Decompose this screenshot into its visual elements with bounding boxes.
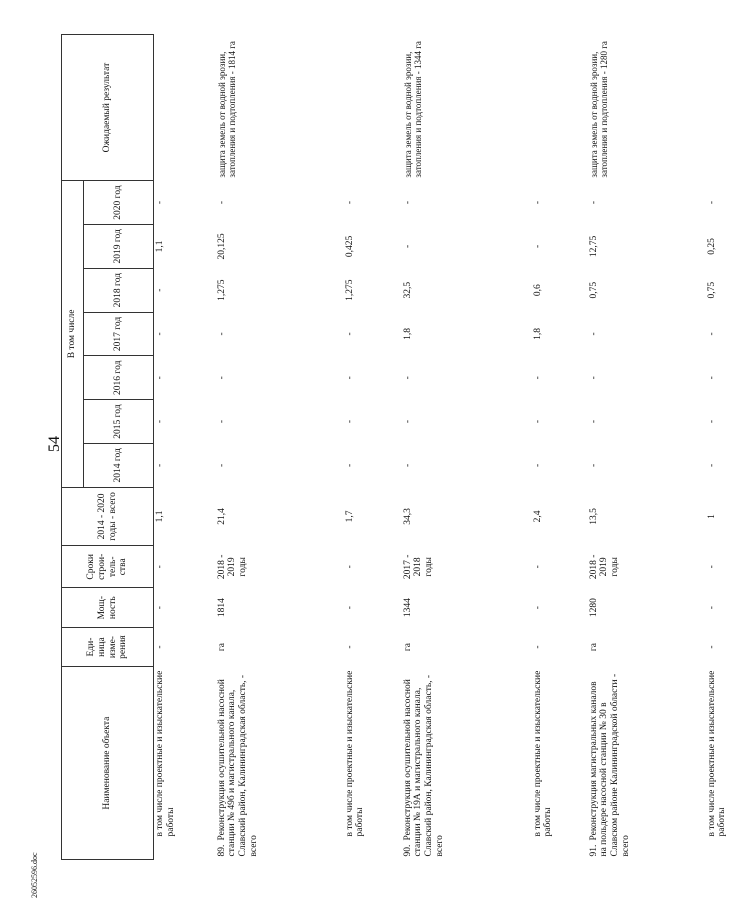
cell-term: - xyxy=(706,565,717,569)
cell-y2020: - xyxy=(532,200,543,205)
row-title: Реконструкция осушительной насосной станции № 19А и магистрального канала, Славский район, Калининградская область, - всего xyxy=(402,674,446,857)
cell-y2014: - xyxy=(344,463,355,467)
cell-y2019: 0,425 xyxy=(344,235,355,258)
cell-y2015: - xyxy=(155,419,165,424)
header-including: В том числе xyxy=(62,181,84,488)
cell-y2015: - xyxy=(532,419,543,424)
row-name xyxy=(154,667,216,860)
header-year-2019: 2019 год xyxy=(84,224,154,268)
cell-term: - xyxy=(344,565,355,569)
cell-y2020: - xyxy=(588,200,599,205)
cell-y2017: - xyxy=(588,332,599,336)
cell-result: защита земель от водной эрозии, затопления и подтопления - 1280 га xyxy=(588,41,609,178)
cell-y2020: - xyxy=(155,200,165,205)
cell-y2019: 0,25 xyxy=(706,238,717,255)
row-name xyxy=(402,667,532,860)
cell-y2018: 0,75 xyxy=(588,281,599,299)
cell-unit: га xyxy=(588,643,599,652)
cell-y2015: - xyxy=(344,419,355,424)
cell-total: 1 xyxy=(706,514,717,519)
row-number: 90. xyxy=(402,844,413,857)
cell-y2015: - xyxy=(216,419,227,424)
cell-capacity: 1814 xyxy=(216,598,227,618)
cell-y2018: - xyxy=(155,288,165,292)
cell-y2019: - xyxy=(402,244,413,248)
row-title: Реконструкция осушительной насосной станции № 49б и магистрального канала, Славский район, Калининградская область, - всего xyxy=(216,674,260,857)
cell-total: 2,4 xyxy=(532,510,543,523)
cell-unit: га xyxy=(402,643,413,652)
cell-unit: - xyxy=(706,645,717,649)
cell-y2018: 0,75 xyxy=(706,281,717,299)
row-name xyxy=(344,667,402,860)
table-row xyxy=(154,35,216,860)
cell-total: 21,4 xyxy=(216,508,227,525)
cell-result: защита земель от водной эрозии, затопления и подтопления - 1344 га xyxy=(402,41,423,178)
cell-y2017: - xyxy=(216,332,227,336)
cell-capacity: 1280 xyxy=(588,598,599,618)
cell-capacity: - xyxy=(344,606,355,610)
cell-y2019: 1,1 xyxy=(155,240,165,253)
table-row xyxy=(344,35,402,860)
header-capacity: Мощ-ность xyxy=(62,588,154,627)
row-title: в том числе проектные и изыскательские работы xyxy=(344,670,366,837)
cell-y2019: 12,75 xyxy=(588,235,599,258)
cell-y2014: - xyxy=(402,463,413,467)
cell-y2015: - xyxy=(588,419,599,424)
header-unit: Еди-ница изме-рения xyxy=(62,627,154,666)
cell-y2020: - xyxy=(706,200,717,205)
cell-y2016: - xyxy=(588,376,599,380)
page-number: 54 xyxy=(46,436,63,452)
cell-y2016: - xyxy=(706,376,717,380)
cell-y2017: - xyxy=(706,332,717,336)
cell-total: 1,1 xyxy=(155,510,165,523)
cell-result xyxy=(344,35,402,181)
cell-y2016: - xyxy=(216,376,227,380)
table-row xyxy=(216,35,344,860)
cell-y2017: - xyxy=(344,332,355,336)
cell-y2014: - xyxy=(216,463,227,467)
header-year-2020: 2020 год xyxy=(84,181,154,225)
cell-unit: га xyxy=(216,643,227,652)
row-name xyxy=(588,667,706,860)
cell-y2020: - xyxy=(344,200,355,205)
cell-y2019: 20,125 xyxy=(216,233,227,260)
table-row xyxy=(706,35,746,860)
row-name xyxy=(706,667,746,860)
cell-y2020: - xyxy=(402,200,413,205)
cell-y2014: - xyxy=(532,463,543,467)
cell-y2017: - xyxy=(155,332,165,336)
cell-y2014: - xyxy=(706,463,717,467)
cell-result: защита земель от водной эрозии, затопления и подтопления - 1814 га xyxy=(216,41,237,178)
header-total: 2014 - 2020 годы - всего xyxy=(62,487,154,545)
cell-y2019: - xyxy=(532,244,543,248)
cell-y2015: - xyxy=(706,419,717,424)
cell-term: 2018 - 2019 годы xyxy=(588,554,621,580)
cell-y2014: - xyxy=(155,463,165,467)
cell-y2016: - xyxy=(155,376,165,380)
footer-filename: 26052596.doc xyxy=(30,852,39,898)
cell-y2018: 0,6 xyxy=(532,284,543,297)
cell-y2020: - xyxy=(216,200,227,205)
table-row xyxy=(588,35,706,860)
cell-capacity: - xyxy=(155,606,165,610)
row-title: Реконструкция магистральных каналов на польдере насосной станции № 30 в Славском районе Калининградской области - всего xyxy=(588,673,632,857)
cell-y2017: 1,8 xyxy=(402,328,413,340)
cell-total: 34,3 xyxy=(402,508,413,525)
cell-capacity: - xyxy=(532,606,543,610)
cell-y2018: 1,275 xyxy=(344,279,355,301)
cell-unit: - xyxy=(155,645,165,649)
cell-total: 13,5 xyxy=(588,508,599,525)
cell-y2016: - xyxy=(344,376,355,380)
cell-y2014: - xyxy=(588,463,599,467)
cell-unit: - xyxy=(344,645,355,649)
header-year-2016: 2016 год xyxy=(84,356,154,400)
row-title: в том числе проектные и изыскательские работы xyxy=(532,670,554,837)
cell-result xyxy=(154,35,216,181)
cell-y2016: - xyxy=(402,376,413,380)
row-number: 91. xyxy=(588,844,599,857)
cell-term: 2017 - 2018 годы xyxy=(402,554,435,580)
row-title: в том числе проектные и изыскательские работы xyxy=(706,670,728,837)
cell-capacity: - xyxy=(706,606,717,610)
header-name: Наименование объекта xyxy=(62,667,154,860)
header-year-2015: 2015 год xyxy=(84,400,154,444)
row-name xyxy=(216,667,344,860)
table-container xyxy=(61,34,728,860)
cell-y2015: - xyxy=(402,419,413,424)
header-year-2017: 2017 год xyxy=(84,312,154,356)
row-title: в том числе проектные и изыскательские работы xyxy=(155,670,176,837)
cell-y2018: 32,5 xyxy=(402,281,413,299)
cell-term: - xyxy=(532,565,543,569)
cell-capacity: 1344 xyxy=(402,598,413,618)
header-term: Сроки строи-тель-ства xyxy=(62,546,154,588)
cell-unit: - xyxy=(532,645,543,649)
row-number: 89. xyxy=(216,844,227,857)
header-year-2014: 2014 год xyxy=(84,443,154,487)
cell-term: - xyxy=(155,565,165,569)
cell-result xyxy=(532,35,588,181)
table-row xyxy=(532,35,588,860)
cell-total: 1,7 xyxy=(344,510,355,523)
row-name xyxy=(532,667,588,860)
cell-result xyxy=(706,35,746,181)
header-year-2018: 2018 год xyxy=(84,268,154,312)
cell-y2017: 1,8 xyxy=(532,328,543,340)
construction-table xyxy=(61,34,746,860)
table-row xyxy=(402,35,532,860)
cell-term: 2018 - 2019 годы xyxy=(216,554,249,580)
header-result: Ожидаемый результат xyxy=(62,35,154,181)
cell-y2018: 1,275 xyxy=(216,279,227,301)
cell-y2016: - xyxy=(532,376,543,380)
